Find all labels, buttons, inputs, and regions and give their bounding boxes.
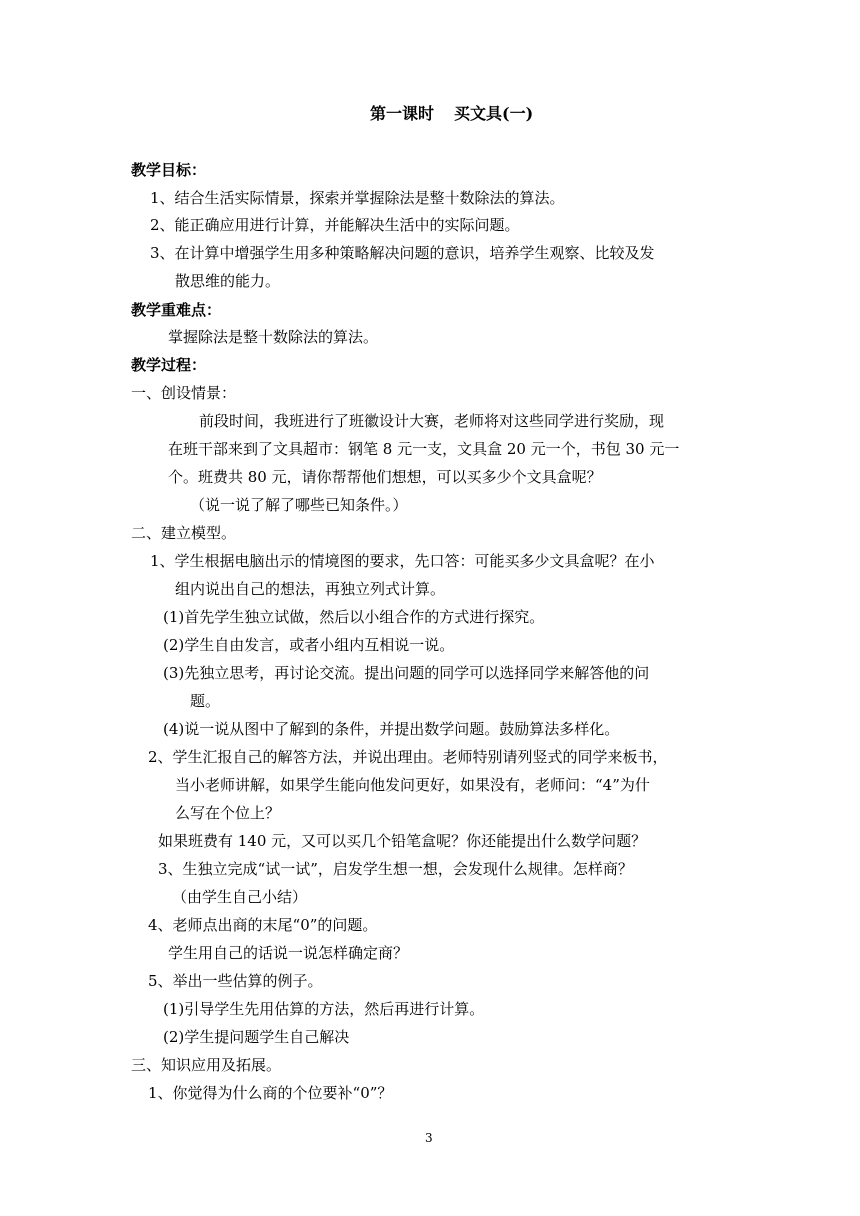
- part2-line: (1)引导学生先用估算的方法，然后再进行计算。: [163, 1000, 485, 1018]
- page-number: 3: [425, 1131, 433, 1145]
- part3-line: 1、你觉得为什么商的个位要补“0”？: [148, 1084, 393, 1102]
- part3-heading: 三、知识应用及拓展。: [131, 1056, 282, 1074]
- part2-line: (4)说一说从图中了解到的条件，并提出数学问题。鼓励算法多样化。: [163, 720, 620, 738]
- part2-line: 如果班费有 140 元，又可以买几个铅笔盒呢？你还能提出什么数学问题？: [158, 832, 647, 850]
- part2-line: (1)首先学生独立试做，然后以小组合作的方式进行探究。: [163, 608, 545, 626]
- part2-line: 组内说出自己的想法，再独立列式计算。: [175, 580, 446, 598]
- part1-paragraph-line: 在班干部来到了文具超市：钢笔 8 元一支，文具盒 20 元一个，书包 30 元一: [168, 440, 680, 458]
- goals-heading: 教学目标：: [131, 161, 207, 179]
- part2-line: 4、老师点出商的末尾“0”的问题。: [148, 916, 378, 934]
- title-topic: 买文具(一): [454, 104, 534, 123]
- part1-heading: 一、创设情景：: [131, 384, 237, 402]
- goal-item: 1、结合生活实际情景，探索并掌握除法是整十数除法的算法。: [150, 189, 565, 207]
- part2-line: 么写在个位上？: [175, 804, 281, 822]
- goal-item-continued: 散思维的能力。: [175, 272, 281, 290]
- part2-heading: 二、建立模型。: [131, 524, 237, 542]
- part1-note: （说一说了解了哪些已知条件。）: [190, 496, 408, 514]
- part1-paragraph-line: 前段时间，我班进行了班徽设计大赛，老师将对这些同学进行奖励，现: [199, 412, 665, 430]
- title-lesson: 第一课时: [370, 104, 435, 123]
- part1-paragraph-line: 个。班费共 80 元，请你帮帮他们想想，可以买多少个文具盒呢？: [168, 468, 602, 486]
- process-heading: 教学过程：: [131, 356, 207, 374]
- part2-line: 题。: [190, 692, 221, 710]
- part2-line: (2)学生自由发言，或者小组内互相说一说。: [163, 636, 455, 654]
- part2-line: 当小老师讲解，如果学生能向他发问更好，如果没有，老师问：“4”为什: [175, 776, 650, 794]
- key-heading: 教学重难点：: [131, 301, 222, 319]
- part2-line: 3、生独立完成“试一试”，启发学生想一想，会发现什么规律。怎样商？: [158, 860, 633, 878]
- part2-line: （由学生自己小结）: [172, 888, 308, 906]
- part2-line: 5、举出一些估算的例子。: [148, 972, 323, 990]
- part2-line: 2、学生汇报自己的解答方法，并说出理由。老师特别请列竖式的同学来板书，: [148, 748, 668, 766]
- page-title: [370, 104, 533, 124]
- part2-line: (2)学生提问题学生自己解决: [163, 1028, 350, 1046]
- part2-line: 学生用自己的话说一说怎样确定商？: [168, 944, 409, 962]
- key-text: 掌握除法是整十数除法的算法。: [168, 328, 379, 346]
- part2-line: (3)先独立思考，再讨论交流。提出问题的同学可以选择同学来解答他的问: [163, 664, 650, 682]
- goal-item: 2、能正确应用进行计算，并能解决生活中的实际问题。: [150, 216, 520, 234]
- goal-item: 3、在计算中增强学生用多种策略解决问题的意识，培养学生观察、比较及发: [150, 244, 655, 262]
- part2-line: 1、学生根据电脑出示的情境图的要求，先口答：可能买多少文具盒呢？在小: [150, 552, 655, 570]
